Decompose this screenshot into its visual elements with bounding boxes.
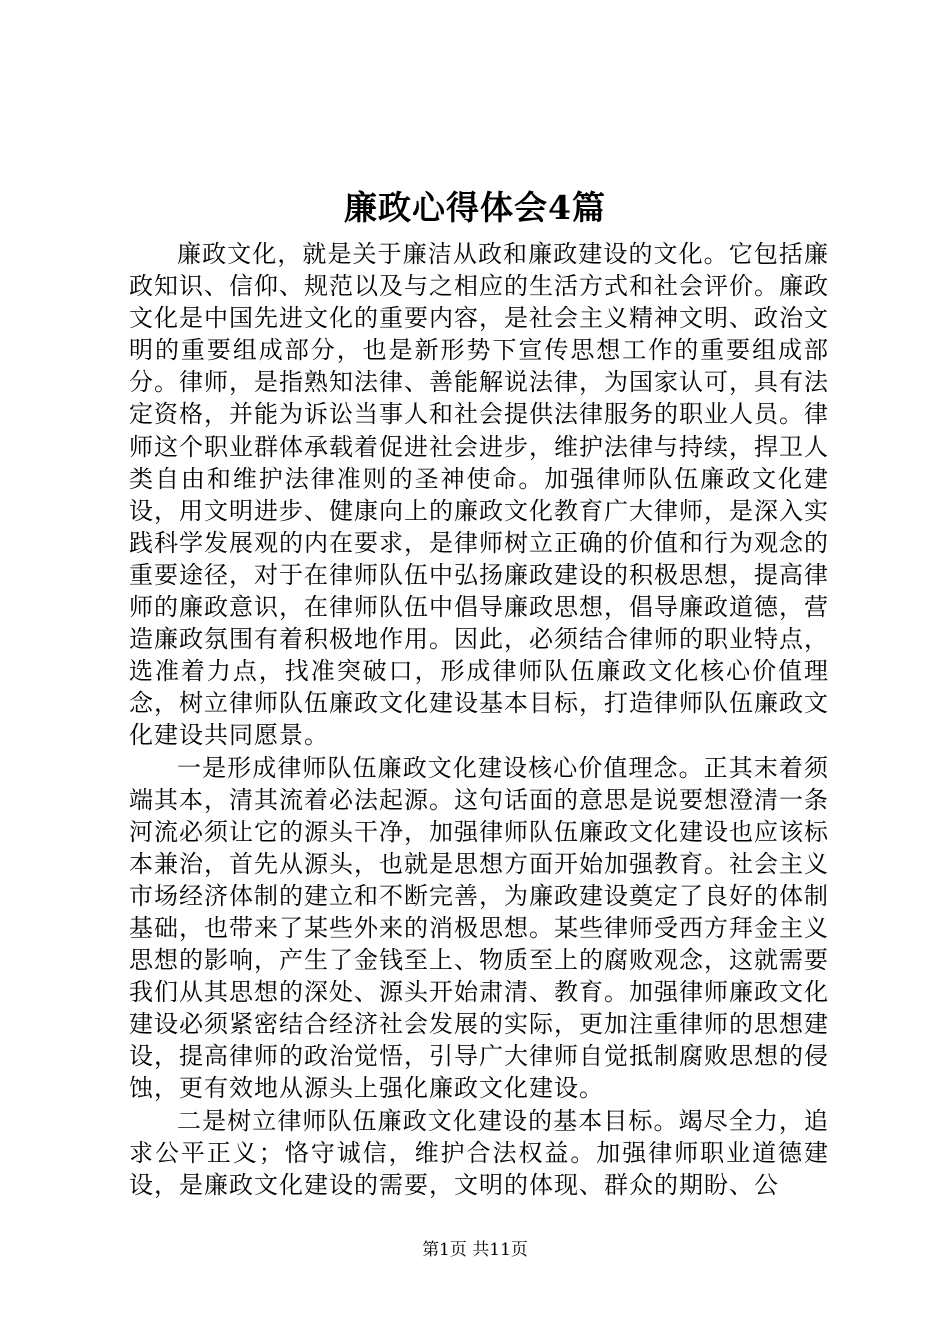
document-title: 廉政心得体会4篇 [344,188,606,227]
paragraph-point-one: 一是形成律师队伍廉政文化建设核心价值理念。正其末着须端其本，清其流着必法起源。这句话面的意思是说要想澄清一条河流必须让它的源头干净，加强律师队伍廉政文化建设也应该标本兼治，首先从源头，也就是思想方面开始加强教育。社会主义市场经济体制的建立和不断完善，为廉政建设奠定了良好的体制基础，也带来了某些外来的消极思想。某些律师受西方拜金主义思想的影响，产生了金钱至上、物质至上的腐败观念，这就需要我们从其思想的深处、源头开始肃清、教育。加强律师廉政文化建设必须紧密结合经济社会发展的实际，更加注重律师的思想建设，提高律师的政治觉悟，引导广大律师自觉抵制腐败思想的侵蚀，更有效地从源头上强化廉政文化建设。 [129,753,829,1103]
document-body [129,238,829,1201]
paragraph-point-two: 二是树立律师队伍廉政文化建设的基本目标。竭尽全力，追求公平正义；恪守诚信，维护合法权益。加强律师职业道德建设，是廉政文化建设的需要，文明的体现、群众的期盼、公 [129,1106,829,1199]
paragraph-intro: 廉政文化，就是关于廉洁从政和廉政建设的文化。它包括廉政知识、信仰、规范以及与之相应的生活方式和社会评价。廉政文化是中国先进文化的重要内容，是社会主义精神文明、政治文明的重要组成部分，也是新形势下宣传思想工作的重要组成部分。律师，是指熟知法律、善能解说法律，为国家认可，具有法定资格，并能为诉讼当事人和社会提供法律服务的职业人员。律师这个职业群体承载着促进社会进步，维护法律与持续，捍卫人类自由和维护法律准则的圣神使命。加强律师队伍廉政文化建设，用文明进步、健康向上的廉政文化教育广大律师，是深入实践科学发展观的内在要求，是律师树立正确的价值和行为观念的重要途径，对于在律师队伍中弘扬廉政建设的积极思想，提高律师的廉政意识，在律师队伍中倡导廉政思想，倡导廉政道德，营造廉政氛围有着积极地作用。因此，必须结合律师的职业特点，选准着力点，找准突破口，形成律师队伍廉政文化核心价值理念，树立律师队伍廉政文化建设基本目标，打造律师队伍廉政文化建设共同愿景。 [129,240,829,750]
page-number-footer: 第1页 共11页 [422,1240,528,1260]
